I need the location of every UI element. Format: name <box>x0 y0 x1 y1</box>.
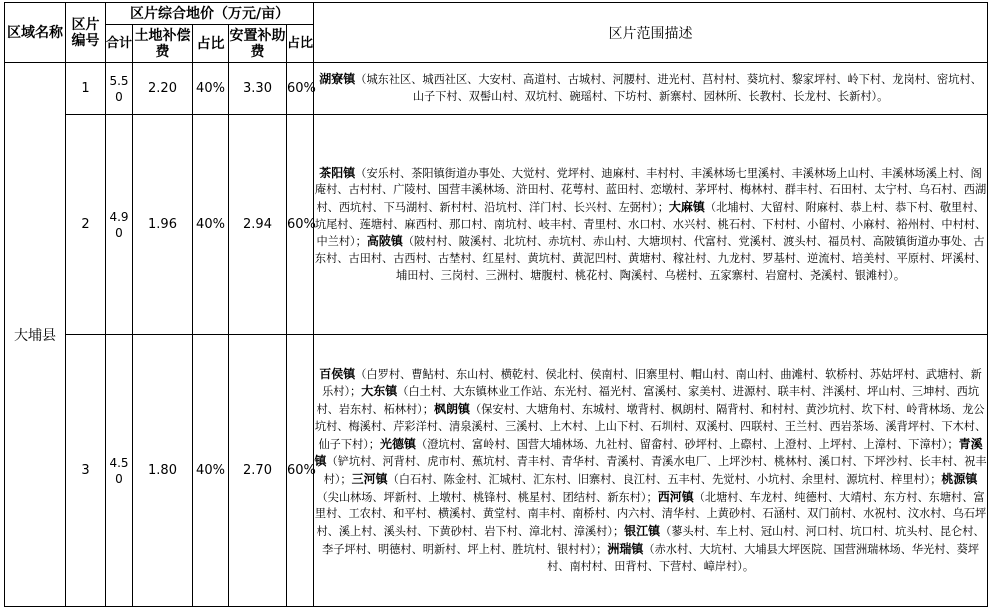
header-price-group: 区片综合地价（万元/亩） <box>106 3 314 25</box>
zone-description <box>314 63 988 115</box>
zone-total-price: 5.50 <box>106 63 133 115</box>
town-name: 大麻镇 <box>668 199 705 214</box>
village-list: （白石村、陈金村、汇城村、汇东村、旧寨村、良江村、五丰村、先觉村、小坑村、余里村、源坑村、梓里村）； <box>387 473 942 486</box>
header-description: 区片范围描述 <box>314 3 988 63</box>
zone-description <box>314 115 988 335</box>
resettlement-ratio-value: 60% <box>287 115 314 335</box>
header-total: 合计 <box>106 25 133 63</box>
town-name: 枫朗镇 <box>433 402 470 417</box>
village-list: （赤水村、大坑村、大埔县大坪医院、国营洲瑞林场、华光村、葵坪村、南村村、田背村、下营村、嶂岸村）。 <box>547 542 980 573</box>
town-name: 大东镇 <box>361 384 398 399</box>
village-list: （白土村、大东镇林业工作站、东光村、福光村、富溪村、家美村、进源村、联丰村、泮溪村、坪山村、三坤村、西坑村、岩东村、柘林村）； <box>316 385 980 417</box>
town-name: 茶阳镇 <box>319 165 356 180</box>
header-zone-no: 区片编号 <box>66 3 106 63</box>
land-ratio-value: 40% <box>193 63 229 115</box>
land-compensation-value: 1.80 <box>133 335 193 607</box>
header-resettlement: 安置补助费 <box>229 25 287 63</box>
zone-total-price: 4.90 <box>106 115 133 335</box>
town-name: 洲瑞镇 <box>607 541 644 556</box>
village-list: （尖山林场、坪新村、上墩村、桃锋村、桃星村、团结村、新东村）； <box>316 490 658 504</box>
village-list: （蓼头村、车上村、冠山村、河口村、坑口村、坑头村、昆仑村、李子坪村、明德村、明新村、坪上村、胜坑村、银村村）； <box>322 525 985 556</box>
town-name: 百侯镇 <box>319 366 356 381</box>
header-region-name: 区域名称 <box>5 3 66 63</box>
land-price-table <box>4 2 988 607</box>
land-compensation-value: 1.96 <box>133 115 193 335</box>
village-list: （白罗村、曹鲇村、东山村、横乾村、侯北村、侯南村、旧寨里村、帽山村、南山村、曲滩村、软桥村、苏姑坪村、武塘村、新乐村）； <box>322 367 982 399</box>
town-name: 桃源镇 <box>941 472 978 486</box>
zone-number: 3 <box>66 335 106 607</box>
header-row-1 <box>5 3 988 25</box>
resettlement-ratio-value: 60% <box>287 63 314 115</box>
header-ratio-2: 占比 <box>287 25 314 63</box>
resettlement-value: 2.94 <box>229 115 287 335</box>
zone-number: 1 <box>66 63 106 115</box>
resettlement-value: 3.30 <box>229 63 287 115</box>
county-name: 大埔县 <box>5 63 66 607</box>
zone-total-price: 4.50 <box>106 335 133 607</box>
resettlement-ratio-value: 60% <box>287 335 314 607</box>
village-list: （保安村、大塘角村、东城村、墩背村、枫朗村、隔背村、和村村、黄沙坑村、坎下村、岭背林场、龙公坑村、梅溪村、芹彩洋村、清泉溪村、三溪村、上木村、上山下村、石圳村、双溪村、四联村、王兰村、西岩茶场、溪背坪村、下木村、仙子下村）； <box>314 403 987 451</box>
town-name: 湖寮镇 <box>319 72 356 87</box>
village-list: （铲坑村、河背村、虎市村、蕉坑村、青丰村、青华村、青溪村、青溪水电厂、上坪沙村、桃林村、溪口村、下坪沙村、长丰村、祝丰村）； <box>323 455 987 486</box>
town-name: 银江镇 <box>624 524 661 539</box>
town-name: 光德镇 <box>380 436 417 451</box>
town-name: 青溪镇 <box>314 436 983 469</box>
resettlement-value: 2.70 <box>229 335 287 607</box>
zone-number: 2 <box>66 115 106 335</box>
village-list: （城东社区、城西社区、大安村、高道村、古城村、河腰村、进光村、莒村村、葵坑村、黎家坪村、岭下村、龙岗村、密坑村、山子下村、双髻山村、双坑村、碗瑶村、下坊村、新寨村、园林所、长教村、长龙村、长新村）。 <box>355 73 982 103</box>
village-list: （澄坑村、富岭村、国营大埔林场、九社村、留畲村、砂坪村、上磜村、上澄村、上坪村、上漳村、下漳村）； <box>416 437 959 451</box>
land-compensation-value: 2.20 <box>133 63 193 115</box>
village-list: （陂村村、陂溪村、北坑村、赤坑村、赤山村、大塘坝村、代富村、党溪村、渡头村、福员村、高陂镇街道办事处、古东村、古田村、古西村、古埜村、红星村、黄坑村、黄泥凹村、黄塘村、稼社村、九龙村、罗基村、逆流村、培美村、平原村、坪溪村、埔田村、三岗村、三洲村、塘腹村、桃花村、陶溪村、乌槎村、五家寨村、岩窟村、尧溪村、银滩村）。 <box>314 235 987 282</box>
town-name: 三河镇 <box>351 472 388 486</box>
town-name: 西河镇 <box>657 489 694 504</box>
town-name: 高陂镇 <box>366 234 403 249</box>
table-row <box>5 115 988 335</box>
village-list: （北塘村、车龙村、纯德村、大靖村、东方村、东塘村、富里村、工农村、和平村、横溪村、黄堂村、南丰村、南桥村、内六村、清华村、上黄砂村、石涵村、双门前村、水祝村、汶水村、乌石坪村、溪上村、溪头村、下黄砂村、岩下村、漳北村、漳溪村）； <box>314 490 987 539</box>
land-ratio-value: 40% <box>193 115 229 335</box>
header-ratio-1: 占比 <box>193 25 229 63</box>
village-list: （安乐村、茶阳镇街道办事处、大觉村、党坪村、迪麻村、丰村村、丰溪林场七里溪村、丰溪林场上山村、丰溪林场溪上村、阁庵村、古村村、广陵村、国营丰溪林场、浒田村、花萼村、蓝田村、恋墩村、茅坪村、梅林村、群丰村、石田村、太宁村、乌石村、西湖村、西坑村、下马湖村、新村村、沿坑村、洋门村、长兴村、左弼村）； <box>314 166 987 214</box>
header-land-compensation: 土地补偿费 <box>133 25 193 63</box>
village-list: （北埔村、大留村、附麻村、恭上村、恭下村、敬里村、坑尾村、莲塘村、麻西村、那口村、南坑村、岐丰村、青里村、水口村、水兴村、桃石村、下村村、小留村、小麻村、裕州村、中村村、中兰村）； <box>314 200 987 249</box>
table-row <box>5 63 988 115</box>
land-ratio-value: 40% <box>193 335 229 607</box>
